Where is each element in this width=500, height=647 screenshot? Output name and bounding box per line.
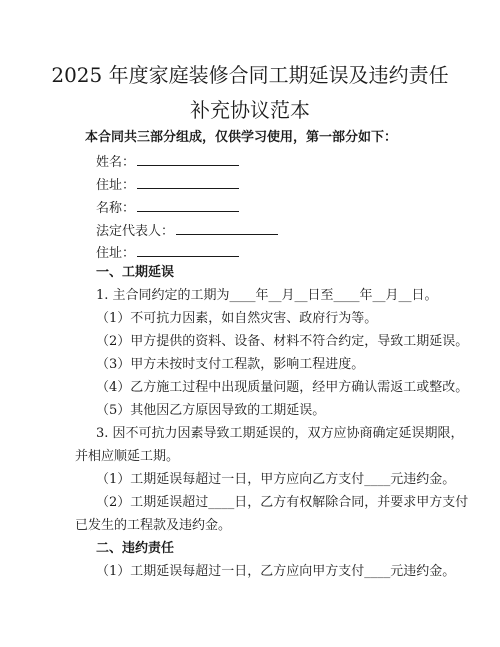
field-name-label: 姓名：	[96, 155, 136, 170]
clause-3-line2: 并相应顺延工期。	[75, 449, 180, 464]
field-company	[96, 197, 239, 218]
section1-heading: 一、工期延误	[96, 265, 175, 280]
penalty-item-2-line1: （2）工期延误超过____日，乙方有权解除合同，并要求甲方支付	[96, 495, 469, 510]
field-company-blank[interactable]	[137, 197, 239, 212]
field-address1-label: 住址：	[96, 178, 136, 193]
list-item: （2）甲方提供的资料、设备、材料不符合约定，导致工期延误。	[96, 334, 469, 349]
field-address2-label: 住址：	[96, 246, 136, 261]
field-address1	[96, 174, 239, 195]
field-company-label: 名称：	[96, 201, 136, 216]
field-name	[96, 151, 239, 172]
field-address1-blank[interactable]	[137, 174, 239, 189]
field-legal-rep-blank[interactable]	[176, 220, 278, 235]
intro-text: 本合同共三部分组成，仅供学习使用，第一部分如下：	[85, 130, 398, 145]
document-title-line1: 2025 年度家庭装修合同工期延误及违约责任	[51, 63, 449, 87]
list-item: （5）其他因乙方原因导致的工期延误。	[96, 403, 326, 418]
field-name-blank[interactable]	[137, 151, 239, 166]
list-item: （3）甲方未按时支付工程款，影响工程进度。	[96, 357, 365, 372]
clause-1: 1. 主合同约定的工期为____年__月__日至____年__月__日。	[96, 288, 438, 303]
list-item: （4）乙方施工过程中出现质量问题，经甲方确认需返工或整改。	[96, 380, 469, 395]
field-legal-rep	[96, 220, 278, 241]
section2-heading: 二、违约责任	[96, 541, 175, 556]
list-item: （1）不可抗力因素，如自然灾害、政府行为等。	[96, 311, 378, 326]
field-legal-rep-label: 法定代表人：	[96, 224, 175, 239]
clause-3-line1: 3. 因不可抗力因素导致工期延误的，双方应协商确定延误期限，	[96, 426, 464, 441]
penalty-item-1: （1）工期延误每超过一日，甲方应向乙方支付____元违约金。	[96, 472, 456, 487]
field-address2	[96, 242, 239, 263]
document-title-line2: 补充协议范本	[190, 98, 310, 122]
penalty-item-2-line2: 已发生的工程款及违约金。	[75, 518, 232, 533]
field-address2-blank[interactable]	[137, 242, 239, 257]
section2-item-1: （1）工期延误每超过一日，乙方应向甲方支付____元违约金。	[96, 564, 456, 579]
